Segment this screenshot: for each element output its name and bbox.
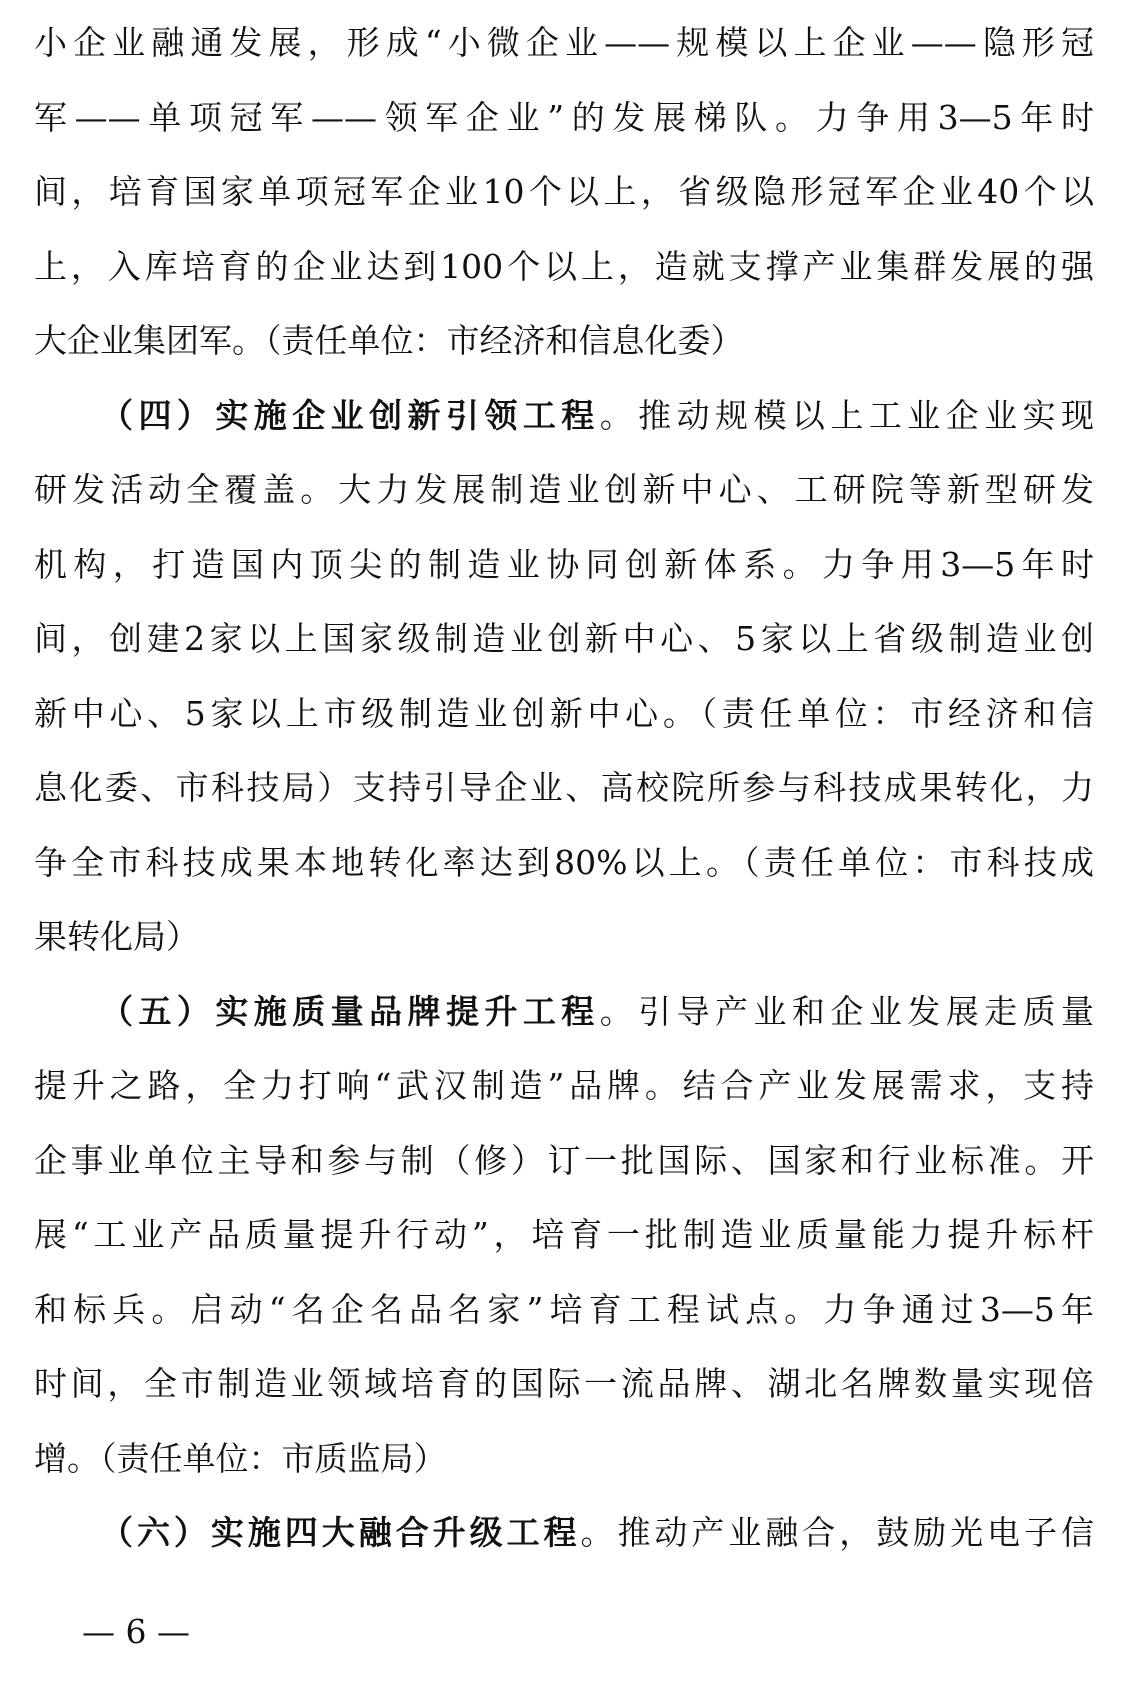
body-text [34,6,1094,1571]
paragraph-section-5 [34,975,1094,1497]
text-line: 和标兵。启动“名企名品名家”培育工程试点。力争通过3—5年 [34,1289,1094,1329]
text-line: 企事业单位主导和参与制（修）订一批国际、国家和行业标准。开 [34,1140,1094,1180]
text-line: 军——单项冠军——领军企业”的发展梯队。力争用3—5年时 [34,97,1094,137]
text-line: 新中心、5家以上市级制造业创新中心。（责任单位：市经济和信 [34,693,1094,733]
section-first-line-text: 。推动产业融合，鼓励光电子信 [580,1513,1095,1552]
text-line: 果转化局） [34,917,199,956]
section-first-line [34,1496,1094,1571]
text-line: 间，创建2家以上国家级制造业创新中心、5家以上省级制造业创 [34,619,1094,658]
text-line: 上，入库培育的企业达到100个以上，造就支撑产业集群发展的强 [34,246,1094,286]
section-heading: （六）实施四大融合升级工程 [100,1513,581,1552]
text-line: 争全市科技成果本地转化率达到80%以上。（责任单位：市科技成 [34,842,1094,882]
paragraph-section-6 [34,1496,1094,1571]
paragraph-continuation [34,6,1094,379]
section-heading: （五）实施质量品牌提升工程 [100,991,600,1031]
section-first-line-text: 。推动规模以上工业企业实现 [599,395,1095,435]
section-first-line [34,975,1094,1050]
section-heading: （四）实施企业创新引领工程 [100,395,600,435]
text-line: 息化委、市科技局）支持引导企业、高校院所参与科技成果转化，力 [34,768,1094,807]
section-first-line [34,379,1094,454]
text-line: 大企业集团军。（责任单位：市经济和信息化委） [34,321,744,360]
text-line: 展“工业产品质量提升行动”，培育一批制造业质量能力提升标杆 [34,1215,1094,1254]
page-number: — 6 — [82,1612,190,1651]
text-line: 机构，打造国内顶尖的制造业协同创新体系。力争用3—5年时 [34,544,1094,584]
text-line: 间，培育国家单项冠军企业10个以上，省级隐形冠军企业40个以 [34,172,1094,211]
text-line: 小企业融通发展，形成“小微企业——规模以上企业——隐形冠 [34,23,1094,62]
text-line: 研发活动全覆盖。大力发展制造业创新中心、工研院等新型研发 [34,470,1094,509]
section-first-line-text: 。引导产业和企业发展走质量 [599,991,1095,1031]
text-line: 提升之路，全力打响“武汉制造”品牌。结合产业发展需求，支持 [34,1066,1094,1105]
text-line: 增。（责任单位：市质监局） [34,1438,447,1478]
paragraph-section-4 [34,379,1094,975]
text-line: 时间，全市制造业领域培育的国际一流品牌、湖北名牌数量实现倍 [34,1364,1094,1403]
